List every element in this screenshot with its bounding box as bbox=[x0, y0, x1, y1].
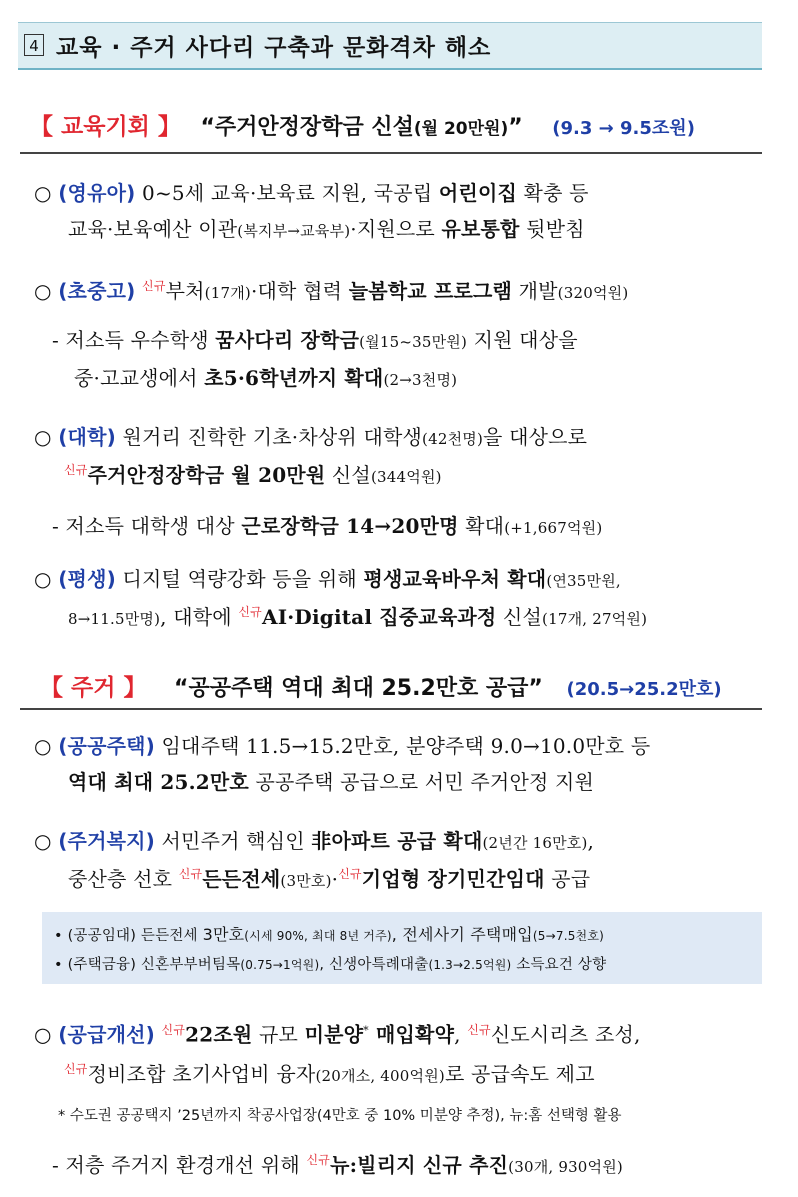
list-item-infant: ○ (영유아) 0~5세 교육·보육료 지원, 국공립 어린이집 확충 등 교육·보육예산 이관(복지부→교육부)·지원으로 유보통합 뒷받침 bbox=[34, 181, 589, 241]
education-heading bbox=[30, 108, 695, 141]
new-badge: 신규 bbox=[64, 463, 88, 477]
new-badge: 신규 bbox=[178, 867, 203, 881]
housing-category: 【 주거 】 bbox=[40, 675, 147, 701]
list-item-new-village: - 저층 주거지 환경개선 위해 $^{신규}$뉴:빌리지 신규 추진(30개, 930억원) bbox=[52, 1153, 623, 1177]
list-item-housing-welfare: ○ (주거복지) 서민주거 핵심인 非아파트 공급 확대(2년간 16만호), 중산층 선호 $^{신규}$든든전세(3만호)·$^{신규}$기업형 장기민간임대 공급 bbox=[34, 829, 595, 891]
section-header bbox=[18, 22, 762, 70]
list-item-lifelong: ○ (평생) 디지털 역량강화 등을 위해 평생교육바우처 확대(연35만원, 8→11.5만명), 대학에 $^{신규}$AI·Digital 집중교육과정 신설(17개, 27억원) bbox=[34, 567, 648, 629]
heading-divider bbox=[20, 152, 762, 154]
housing-callout-box bbox=[42, 912, 762, 984]
new-badge: 신규 bbox=[64, 1061, 88, 1076]
housing-slogan: “공공주택 역대 최대 25.2만호 공급” bbox=[174, 676, 543, 701]
list-item-public-housing: ○ (공공주택) 임대주택 11.5→15.2만호, 분양주택 9.0→10.0만호 등 역대 최대 25.2만호 공공주택 공급으로 서민 주거안정 지원 bbox=[34, 734, 651, 794]
list-item-ladder-scholarship: - 저소득 우수학생 꿈사다리 장학금(월15~35만원) 지원 대상을 중·고교생에서 초5·6학년까지 확대(2→3천명) bbox=[52, 328, 578, 390]
new-badge: 신규 bbox=[306, 1153, 331, 1167]
callout-public-rental: • (공공임대) 든든전세 3만호(시세 90%, 최대 8년 거주), 전세사기 주택매입(5→7.5천호) bbox=[54, 925, 605, 944]
list-item-university: ○ (대학) 원거리 진학한 기초·차상위 대학생(42천명)을 대상으로 $^{신규}$주거안정장학금 월 20만원 신설(344억원) bbox=[34, 425, 588, 487]
housing-heading bbox=[40, 669, 722, 702]
section-title: 교육 · 주거 사다리 구축과 문화격차 해소 bbox=[56, 35, 492, 61]
housing-supply: (20.5→25.2만호) bbox=[566, 679, 722, 700]
list-item-work-scholarship: - 저소득 대학생 대상 근로장학금 14→20만명 확대(+1,667억원) bbox=[52, 514, 603, 538]
new-badge: 신규 bbox=[338, 867, 362, 881]
heading-divider bbox=[20, 708, 762, 710]
list-item-supply-improvement: ○ (공급개선) $^{신규}$22조원 규모 미분양* 매입확약, $^{신규}$신도시리츠 조성, $^{신규}$정비조합 초기사업비 융자(20개소, 400억원)로 공급속도 제고 bbox=[34, 1022, 641, 1086]
new-badge: 신규 bbox=[161, 1022, 186, 1037]
list-item-school: ○ (초중고) $^{신규}$부처(17개)·대학 협력 늘봄학교 프로그램 개발(320억원) bbox=[34, 279, 629, 303]
education-category: 【 교육기회 】 bbox=[30, 114, 181, 140]
new-badge: 신규 bbox=[142, 279, 166, 293]
footnote: * 수도권 공공택지 ’25년까지 착공사업장(4만호 중 10% 미분양 추정), 뉴:홈 선택형 활용 bbox=[58, 1108, 622, 1124]
new-badge: 신규 bbox=[238, 605, 262, 619]
callout-housing-finance: • (주택금융) 신혼부부버팀목(0.75→1억원), 신생아특례대출(1.3→2.5억원) 소득요건 상향 bbox=[54, 957, 607, 973]
new-badge: 신규 bbox=[467, 1022, 491, 1037]
section-number: 4 bbox=[24, 34, 44, 56]
education-budget: (9.3 → 9.5조원) bbox=[552, 118, 695, 139]
education-slogan: “주거안정장학금 신설(월 20만원)” bbox=[200, 115, 523, 140]
